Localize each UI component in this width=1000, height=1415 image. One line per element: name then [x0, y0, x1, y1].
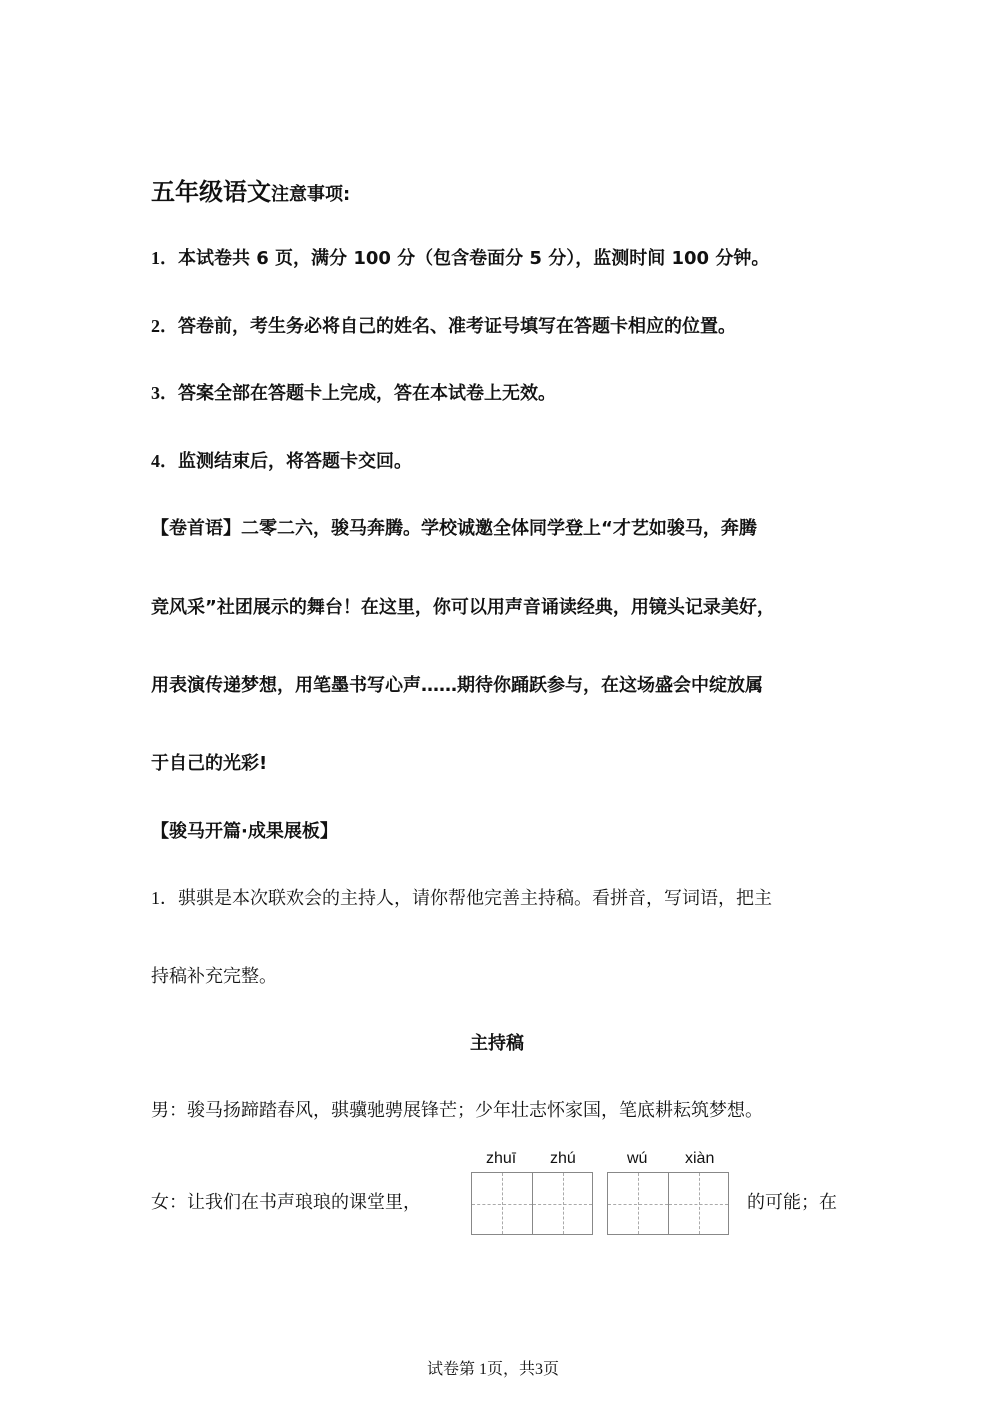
- preface-line-4: 于自己的光彩!: [151, 753, 268, 774]
- question-1-line-1: 1．骐骐是本次联欢会的主持人，请你帮他完善主持稿。看拼音，写词语，把主: [151, 888, 772, 909]
- preface-line-2: 竞风采”社团展示的舞台！在这里，你可以用声音诵读经典，用镜头记录美好，: [151, 597, 775, 618]
- pinyin-1-2: zhú: [550, 1150, 576, 1167]
- answer-cell[interactable]: [668, 1173, 728, 1234]
- instruction-1: 1．本试卷共 6 页，满分 100 分（包含卷面分 5 分），监测时间 100 分钟。: [151, 248, 770, 269]
- instruction-3: 3．答案全部在答题卡上完成，答在本试卷上无效。: [151, 383, 556, 404]
- script-female-prefix: 女：让我们在书声琅琅的课堂里，: [151, 1192, 421, 1213]
- answer-grid-2[interactable]: [607, 1172, 729, 1235]
- pinyin-2-1: wú: [627, 1150, 648, 1167]
- section-heading: 【骏马开篇·成果展板】: [151, 821, 338, 842]
- preface-line-3: 用表演传递梦想，用笔墨书写心声……期待你踊跃参与，在这场盛会中绽放属: [151, 675, 763, 696]
- question-1-line-2: 持稿补充完整。: [151, 966, 277, 987]
- preface-line-1: 【卷首语】二零二六，骏马奔腾。学校诚邀全体同学登上“才艺如骏马，奔腾: [151, 518, 757, 539]
- answer-cell[interactable]: [472, 1173, 532, 1234]
- answer-grid-1[interactable]: [471, 1172, 593, 1235]
- script-male-line: 男：骏马扬蹄踏春风，骐骥驰骋展锋芒；少年壮志怀家国，笔底耕耘筑梦想。: [151, 1100, 763, 1121]
- title-sub: 注意事项:: [271, 184, 351, 205]
- instruction-2: 2．答卷前，考生务必将自己的姓名、准考证号填写在答题卡相应的位置。: [151, 316, 736, 337]
- answer-cell[interactable]: [532, 1173, 592, 1234]
- answer-cell[interactable]: [608, 1173, 668, 1234]
- script-title: 主持稿: [470, 1033, 524, 1054]
- script-female-suffix: 的可能；在: [747, 1192, 837, 1213]
- pinyin-2-2: xiàn: [685, 1150, 715, 1167]
- page-title: [151, 172, 350, 207]
- title-main: 五年级语文: [151, 178, 271, 206]
- instruction-4: 4．监测结束后，将答题卡交回。: [151, 451, 412, 472]
- pinyin-1-1: zhuī: [486, 1150, 517, 1167]
- page-footer: 试卷第 1页，共3页: [427, 1361, 560, 1378]
